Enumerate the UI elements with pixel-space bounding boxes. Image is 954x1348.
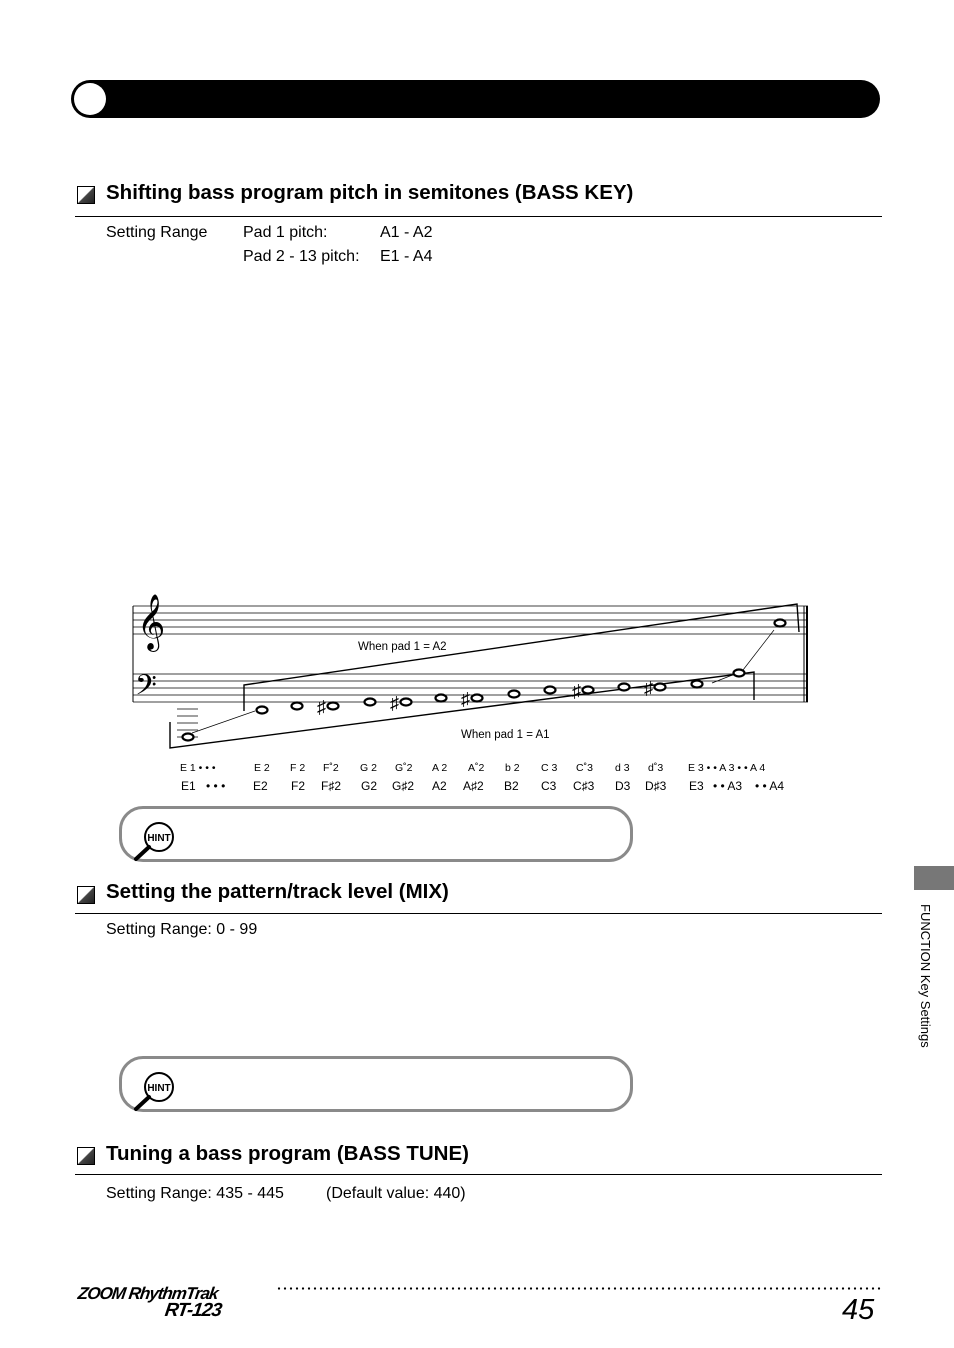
note-label: C♯3 bbox=[573, 779, 595, 793]
note-label: G2 bbox=[361, 779, 378, 793]
leader-line bbox=[743, 630, 774, 670]
sharp-icon: ♯ bbox=[644, 678, 653, 698]
note-gs2 bbox=[401, 699, 412, 706]
section-icon bbox=[77, 886, 95, 904]
note-label: C3 bbox=[541, 779, 557, 793]
leader-line bbox=[192, 711, 255, 733]
chapter-header-bar bbox=[71, 80, 880, 118]
bass-clef-icon: 𝄢 bbox=[135, 670, 157, 708]
lcd-label: E 2 bbox=[254, 762, 270, 774]
note-label: G♯2 bbox=[392, 779, 415, 793]
tune-default-value: (Default value: 440) bbox=[326, 1185, 466, 1202]
lcd-label: G 2 bbox=[360, 762, 377, 774]
pitch-staff-diagram bbox=[0, 590, 954, 800]
lcd-label: F 2 bbox=[290, 762, 306, 774]
note-label: A♯2 bbox=[463, 779, 484, 793]
note-d3 bbox=[619, 684, 630, 691]
note-ds3 bbox=[655, 684, 666, 691]
section-title-bass-tune: Tuning a bass program (BASS TUNE) bbox=[106, 1142, 469, 1165]
note-heads bbox=[183, 620, 786, 741]
lcd-label: A 2 bbox=[432, 762, 448, 774]
note-label: D3 bbox=[615, 779, 631, 793]
note-g2 bbox=[365, 699, 376, 706]
tune-setting-range: Setting Range: 435 - 445 bbox=[106, 1185, 284, 1202]
sharp-icon: ♯ bbox=[461, 689, 470, 709]
note-fs2 bbox=[328, 703, 339, 710]
note-label: E1 bbox=[181, 779, 196, 793]
note-a4 bbox=[775, 620, 786, 627]
note-as2 bbox=[472, 695, 483, 702]
lcd-label: F˚2 bbox=[323, 762, 339, 774]
hint-icon-text: HINT bbox=[147, 833, 171, 844]
section-icon bbox=[77, 186, 95, 204]
note-a2 bbox=[436, 695, 447, 702]
hint-icon-text: HINT bbox=[147, 1083, 171, 1094]
sharp-icon: ♯ bbox=[317, 697, 326, 717]
note-label: F♯2 bbox=[321, 779, 342, 793]
lcd-label: d˚3 bbox=[648, 762, 664, 774]
lcd-label: E 3 • • A 3 • • A 4 bbox=[688, 762, 766, 774]
setting-range-label: Setting Range bbox=[106, 224, 208, 241]
pad213-label: Pad 2 - 13 pitch: bbox=[243, 248, 360, 265]
pad1-label: Pad 1 pitch: bbox=[243, 224, 328, 241]
note-label: F2 bbox=[291, 779, 306, 793]
chapter-header-dot bbox=[74, 83, 106, 115]
note-b2 bbox=[509, 691, 520, 698]
lcd-label: C˚3 bbox=[576, 762, 593, 774]
sharp-icon: ♯ bbox=[390, 693, 399, 713]
brand-logo-line1: ZOOM RhythmTrak bbox=[76, 1284, 219, 1303]
note-name-labels bbox=[181, 779, 784, 793]
sharp-icon: ♯ bbox=[572, 681, 581, 701]
hint-box bbox=[119, 806, 633, 862]
section-rule bbox=[75, 216, 882, 217]
side-tab-label: FUNCTION Key Settings bbox=[918, 904, 933, 1048]
note-label: B2 bbox=[504, 779, 519, 793]
upper-range-label: When pad 1 = A2 bbox=[358, 641, 447, 653]
hint-magnifier-icon bbox=[130, 1070, 178, 1112]
section-rule bbox=[75, 913, 882, 914]
page-number: 45 bbox=[842, 1294, 875, 1326]
section-title-bass-key: Shifting bass program pitch in semitones (BASS KEY) bbox=[106, 181, 634, 204]
lcd-label: b 2 bbox=[505, 762, 520, 774]
sharp-signs bbox=[317, 678, 653, 717]
brand-logo-line2: RT-123 bbox=[163, 1300, 223, 1321]
treble-clef-icon: 𝄞 bbox=[137, 596, 166, 649]
note-c3 bbox=[545, 687, 556, 694]
note-e2 bbox=[257, 707, 268, 714]
note-label: E2 bbox=[253, 779, 268, 793]
lcd-label: E 1 • • • bbox=[180, 762, 216, 774]
hint-magnifier-icon bbox=[130, 820, 178, 862]
mix-setting-range: Setting Range: 0 - 99 bbox=[106, 921, 258, 938]
note-label: • • • bbox=[206, 779, 226, 793]
footer-dotted-rule bbox=[276, 1287, 882, 1290]
note-cs3 bbox=[583, 687, 594, 694]
lcd-label: C 3 bbox=[541, 762, 558, 774]
side-tab-marker bbox=[914, 866, 954, 890]
pad1-value: A1 - A2 bbox=[380, 224, 433, 241]
note-label: • • A3 bbox=[713, 779, 743, 793]
note-f2 bbox=[292, 703, 303, 710]
note-e3 bbox=[692, 681, 703, 688]
treble-staff-lines bbox=[133, 606, 808, 634]
note-a3 bbox=[734, 670, 745, 677]
section-title-mix: Setting the pattern/track level (MIX) bbox=[106, 880, 449, 903]
note-label: • • A4 bbox=[755, 779, 785, 793]
section-rule bbox=[75, 1174, 882, 1175]
note-label: D♯3 bbox=[645, 779, 667, 793]
section-icon bbox=[77, 1147, 95, 1165]
note-label: A2 bbox=[432, 779, 447, 793]
lcd-labels bbox=[180, 762, 765, 774]
lower-range-label: When pad 1 = A1 bbox=[461, 729, 550, 741]
lcd-label: G˚2 bbox=[395, 762, 413, 774]
pad213-value: E1 - A4 bbox=[380, 248, 433, 265]
lcd-label: d 3 bbox=[615, 762, 630, 774]
note-label: E3 bbox=[689, 779, 704, 793]
lcd-label: A˚2 bbox=[468, 762, 485, 774]
hint-box bbox=[119, 1056, 633, 1112]
note-e1 bbox=[183, 734, 194, 741]
